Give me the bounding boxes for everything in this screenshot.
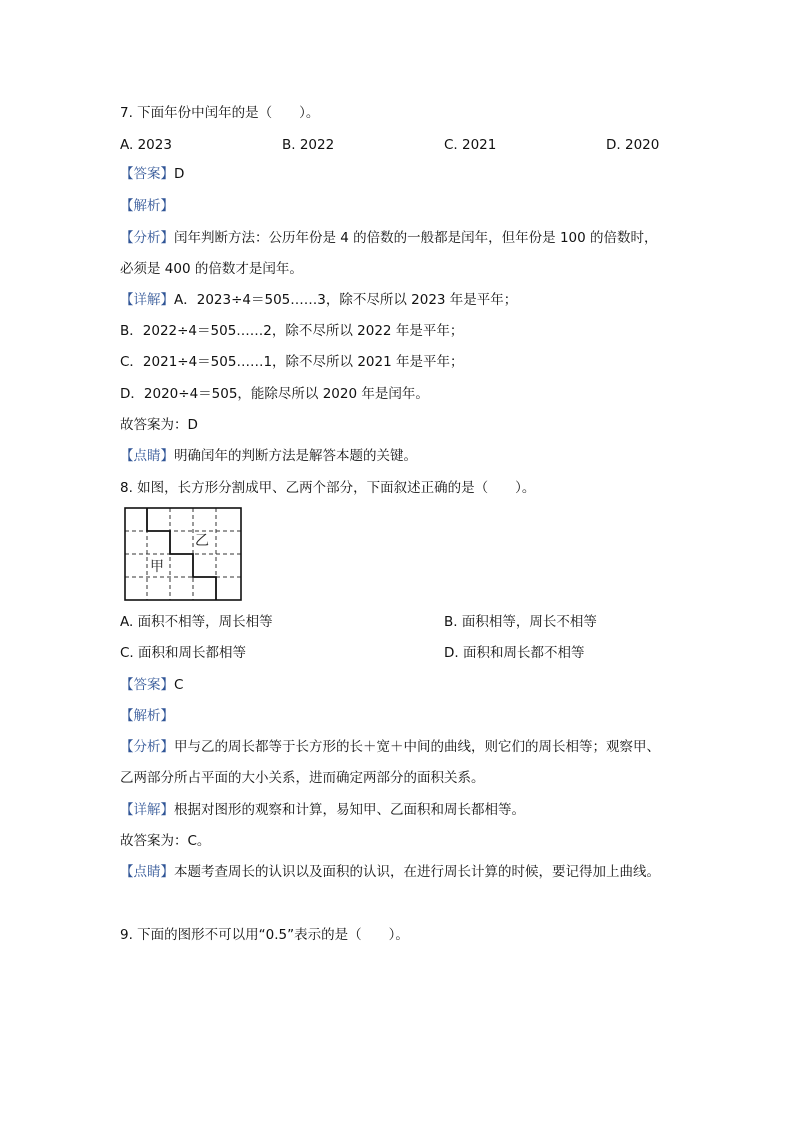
q8-option-c: C. 面积和周长都相等 xyxy=(120,645,247,661)
q7-option-b: B. 2022 xyxy=(282,137,335,153)
q8-answer xyxy=(120,675,183,695)
q7-answer xyxy=(120,164,184,184)
q8-analysis-tag: 【解析】 xyxy=(120,708,174,724)
fenxi-tag: 【分析】 xyxy=(120,739,174,755)
q7-question: 7. 下面年份中闰年的是（ ）。 xyxy=(120,105,320,121)
fenxi-text: 甲与乙的周长都等于长方形的长＋宽＋中间的曲线，则它们的周长相等；观察甲、 xyxy=(174,739,660,755)
q7-xiangjie-3: C．2021÷4＝505……1，除不尽所以 2021 年是平年； xyxy=(120,354,464,370)
q8-option-b: B. 面积相等，周长不相等 xyxy=(444,614,597,630)
q8-fenxi-1 xyxy=(120,737,660,757)
q7-option-d: D. 2020 xyxy=(606,137,660,153)
q7-fenxi-2: 必须是 400 的倍数才是闰年。 xyxy=(120,261,303,277)
q9-question: 9. 下面的图形不可以用“0.5”表示的是（ ）。 xyxy=(120,927,409,943)
answer-value: D xyxy=(174,166,185,182)
q7-dianjing xyxy=(120,446,417,466)
q7-conclusion: 故答案为：D xyxy=(120,417,198,433)
q7-xiangjie-2: B．2022÷4＝505……2，除不尽所以 2022 年是平年； xyxy=(120,323,464,339)
q8-fenxi-2: 乙两部分所占平面的大小关系，进而确定两部分的面积关系。 xyxy=(120,770,485,786)
q7-analysis-tag: 【解析】 xyxy=(120,198,174,214)
xiangjie-tag: 【详解】 xyxy=(120,802,174,818)
xiangjie-text: A．2023÷4＝505……3，除不尽所以 2023 年是平年； xyxy=(174,292,518,308)
q8-xiangjie xyxy=(120,800,525,820)
q8-conclusion: 故答案为：C。 xyxy=(120,833,211,849)
answer-value: C xyxy=(174,677,184,693)
xiangjie-tag: 【详解】 xyxy=(120,292,174,308)
dianjing-text: 本题考查周长的认识以及面积的认识，在进行周长计算的时候，要记得加上曲线。 xyxy=(174,864,660,880)
answer-tag: 【答案】 xyxy=(120,166,174,182)
q8-dianjing xyxy=(120,862,660,882)
answer-tag: 【答案】 xyxy=(120,677,174,693)
q8-question: 8. 如图，长方形分割成甲、乙两个部分，下面叙述正确的是（ ）。 xyxy=(120,480,536,496)
q7-option-c: C. 2021 xyxy=(444,137,497,153)
dianjing-tag: 【点睛】 xyxy=(120,448,174,464)
q8-option-a: A. 面积不相等，周长相等 xyxy=(120,614,273,630)
q7-xiangjie-4: D．2020÷4＝505，能除尽所以 2020 年是闰年。 xyxy=(120,386,429,402)
label-yi: 乙 xyxy=(195,533,209,549)
fenxi-tag: 【分析】 xyxy=(120,230,174,246)
dianjing-tag: 【点睛】 xyxy=(120,864,174,880)
q7-fenxi-1 xyxy=(120,228,658,248)
fenxi-text: 闰年判断方法：公历年份是 4 的倍数的一般都是闰年，但年份是 100 的倍数时， xyxy=(174,230,658,246)
label-jia: 甲 xyxy=(150,559,164,575)
xiangjie-text: 根据对图形的观察和计算，易知甲、乙面积和周长都相等。 xyxy=(174,802,525,818)
q7-option-a: A. 2023 xyxy=(120,137,172,153)
q7-xiangjie-1 xyxy=(120,290,517,310)
dianjing-text: 明确闰年的判断方法是解答本题的关键。 xyxy=(174,448,417,464)
q8-option-d: D. 面积和周长都不相等 xyxy=(444,645,585,661)
q8-rectangle-figure xyxy=(124,507,242,601)
